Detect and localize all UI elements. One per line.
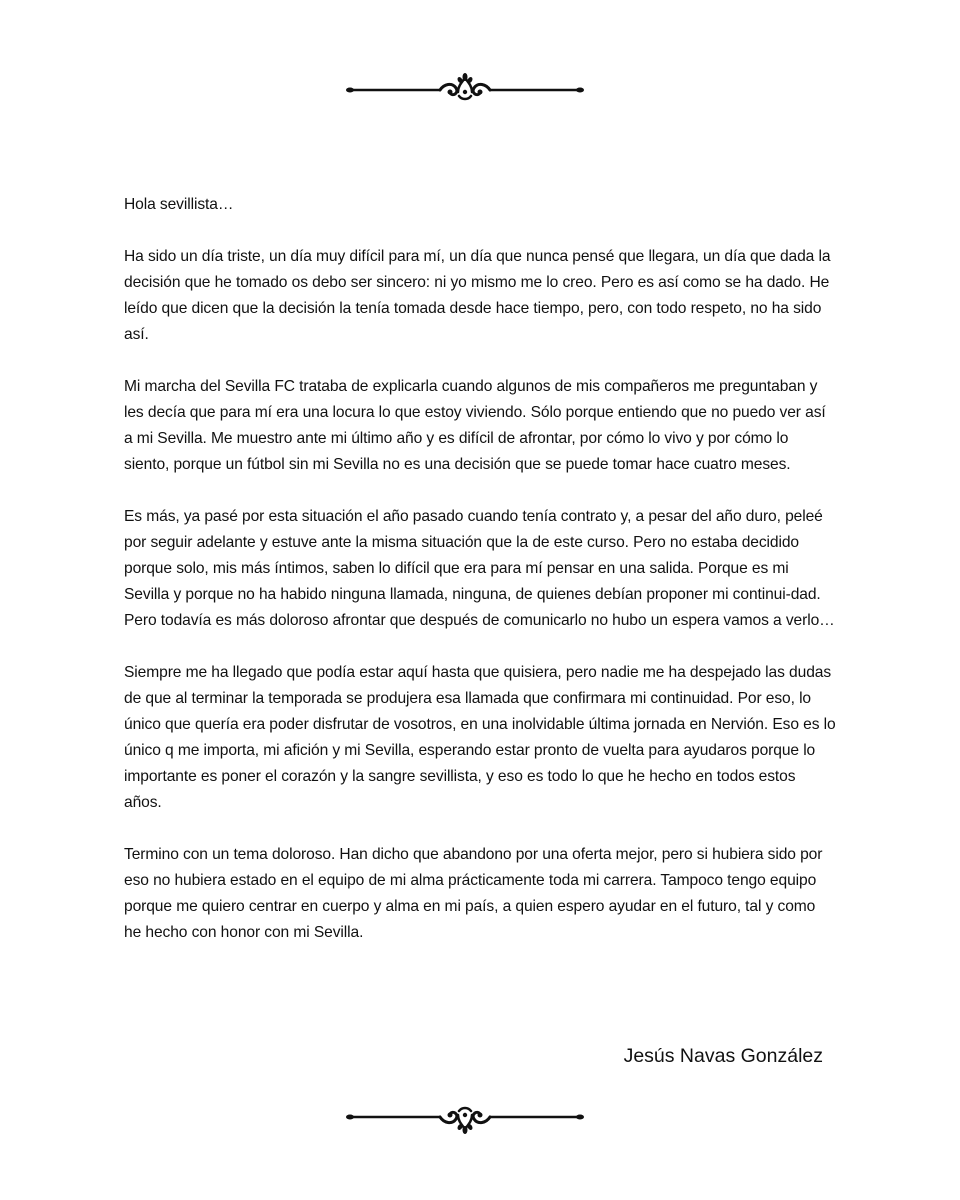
paragraph-5: Termino con un tema doloroso. Han dicho que abandono por una oferta mejor, pero si hubiera sido por eso no hubiera estado en el equipo de mi alma prácticamente toda mi carrera. Tampoco tengo equipo porque me quiero centrar en cuerpo y alma en mi país, a quien espero ayudar en el futuro, tal y como he hecho con honor con mi Sevilla. [124, 846, 823, 941]
flourish-ornament-icon [340, 1097, 590, 1137]
bottom-ornament [340, 1097, 590, 1137]
flourish-ornament-icon [340, 70, 590, 110]
greeting: Hola sevillista… [124, 196, 234, 213]
paragraph-1: Ha sido un día triste, un día muy difícil para mí, un día que nunca pensé que llegara, un día que dada la decisión que he tomado os debo ser sincero: ni yo mismo me lo creo. Pero es así como se ha dado. He leído que dicen que la decisión la tenía tomada desde hace tiempo, pero, con todo respeto, no ha sido así. [124, 248, 831, 343]
paragraph-4: Siempre me ha llegado que podía estar aquí hasta que quisiera, pero nadie me ha despejado las dudas de que al terminar la temporada se produjera esa llamada que confirmara mi continuidad. Por eso, lo único que quería era poder disfrutar de vosotros, en una inolvidable última jornada en Nervión. Eso es lo único q me importa, mi afición y mi Sevilla, esperando estar pronto de vuelta para ayudaros porque lo importante es poner el corazón y la sangre sevillista, y eso es todo lo que he hecho en todos estos años. [124, 664, 836, 811]
paragraph-3: Es más, ya pasé por esta situación el año pasado cuando tenía contrato y, a pesar del año duro, peleé por seguir adelante y estuve ante la misma situación que la de este curso. Pero no estaba decidido porque solo, mis más íntimos, saben lo difícil que era para mí pensar en una salida. Porque es mi Sevilla y porque no ha habido ninguna llamada, ninguna, de quienes debían proponer mi continui-dad. Pero todavía es más doloroso afrontar que después de comunicarlo no hubo un espera vamos a verlo… [124, 508, 835, 629]
paragraph-2: Mi marcha del Sevilla FC trataba de explicarla cuando algunos de mis compañeros me preguntaban y les decía que para mí era una locura lo que estoy viviendo. Sólo porque entiendo que no puedo ver así a mi Sevilla. Me muestro ante mi último año y es difícil de afrontar, por cómo lo vivo y por cómo lo siento, porque un fútbol sin mi Sevilla no es una decisión que se puede tomar hace cuatro meses. [124, 378, 826, 473]
top-ornament [340, 70, 590, 110]
letter-body [124, 192, 836, 972]
signature: Jesús Navas González [623, 1045, 823, 1067]
